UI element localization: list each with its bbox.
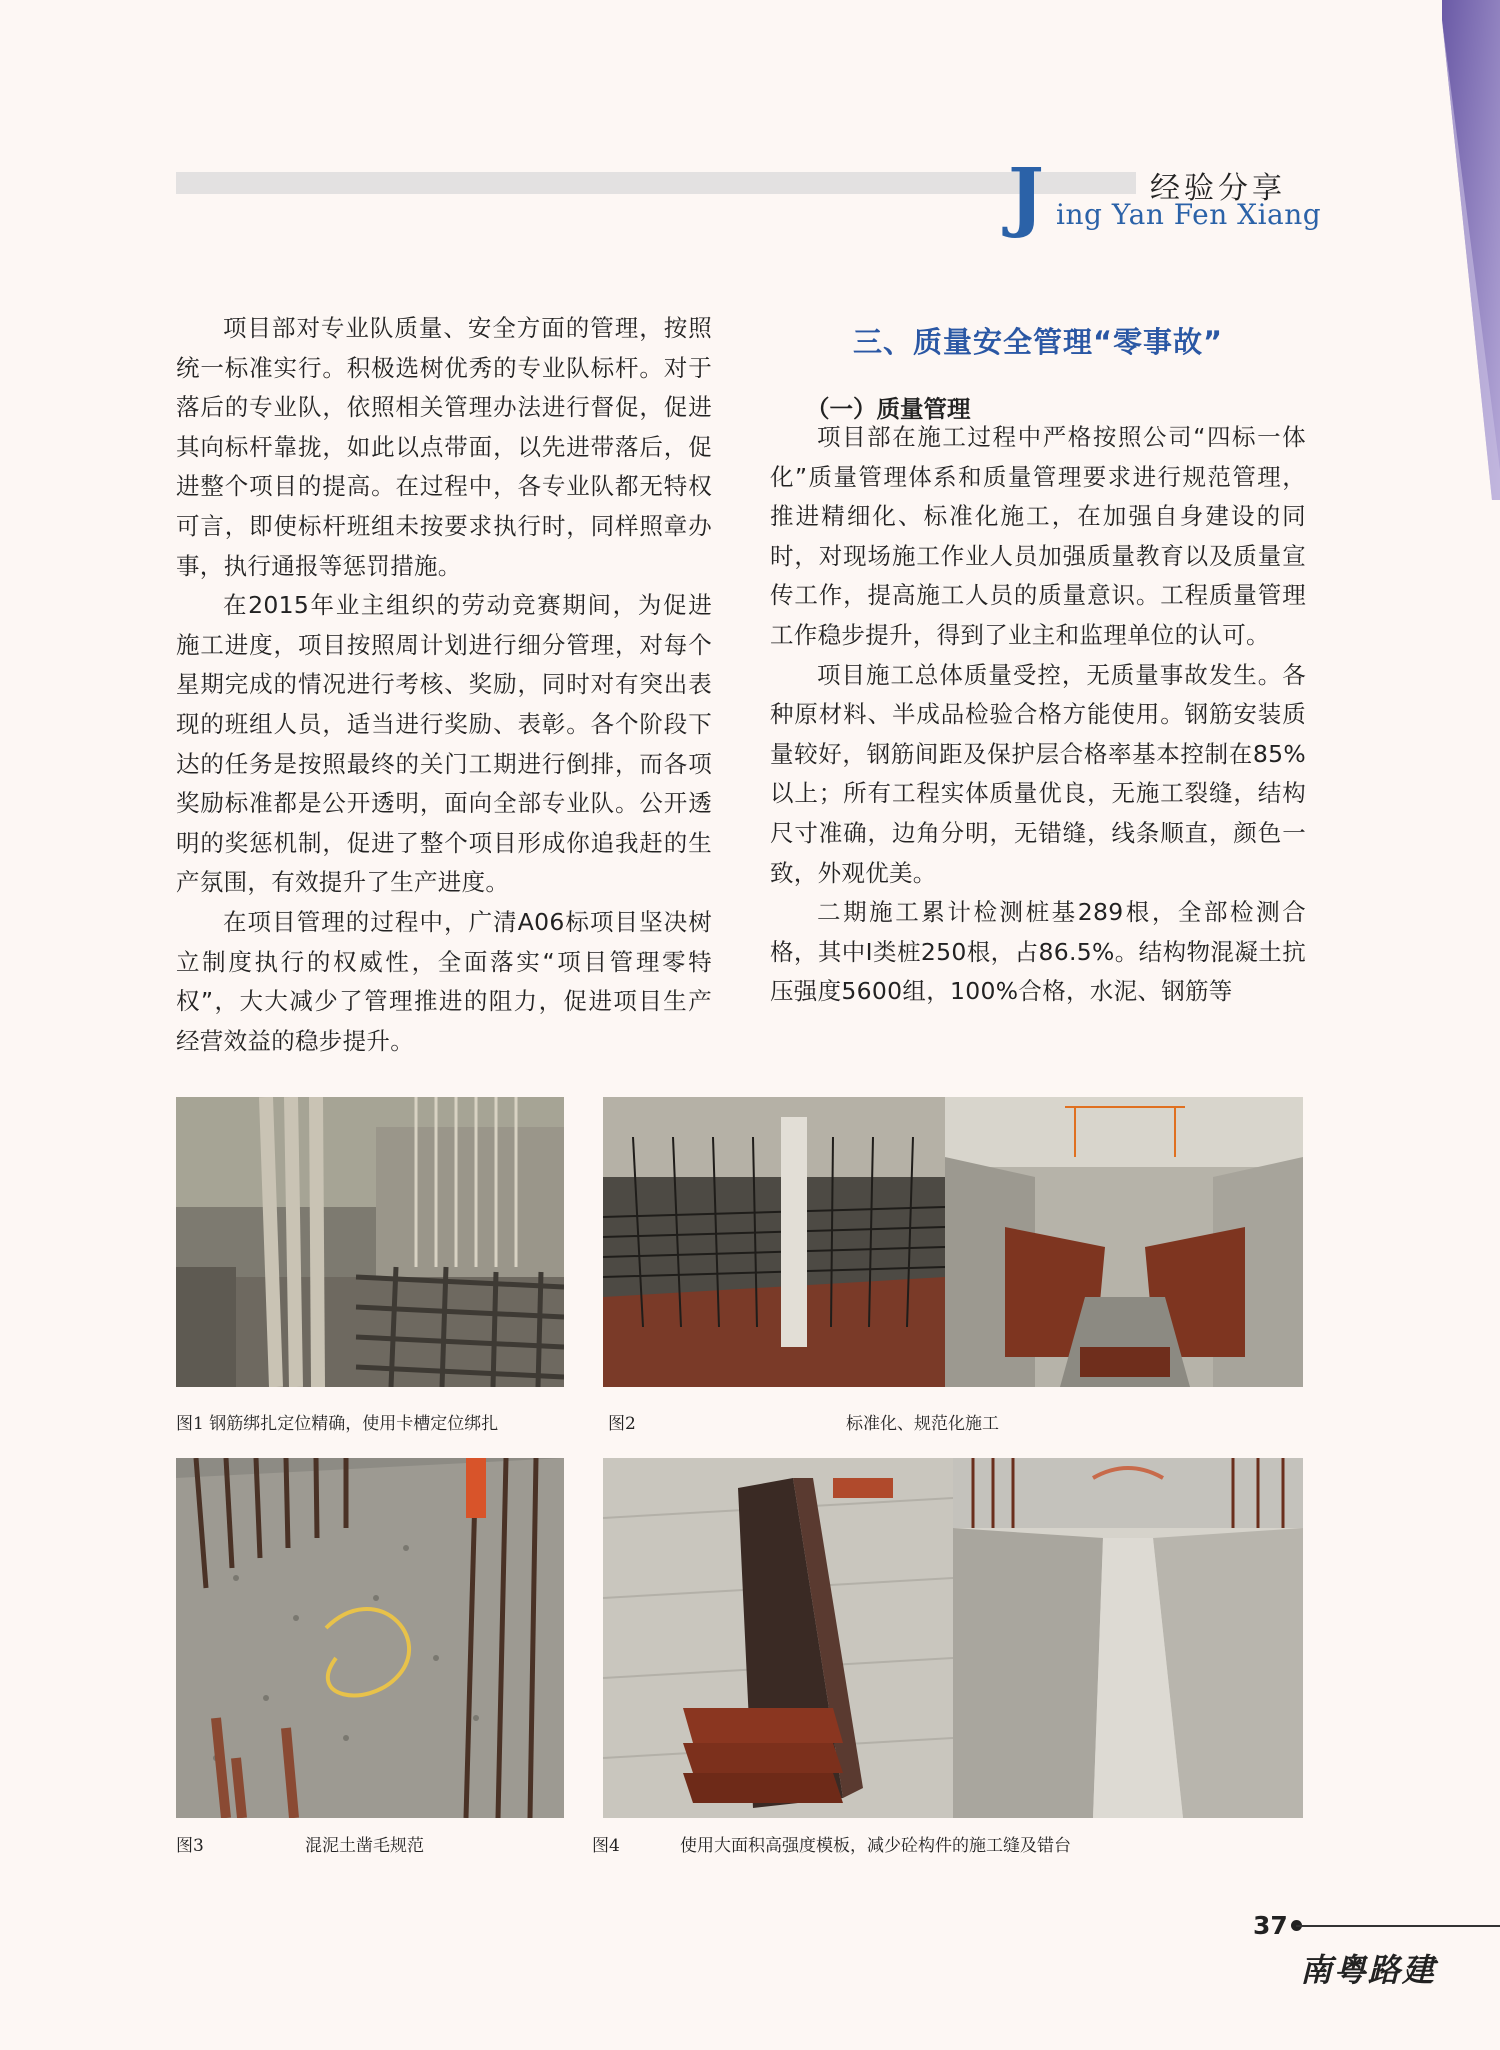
right-column — [770, 418, 1306, 1012]
caption-fig1: 图1 钢筋绑扎定位精确，使用卡槽定位绑扎 — [176, 1414, 499, 1434]
section-title: 三、质量安全管理“零事故” — [852, 325, 1224, 359]
header-bar — [176, 172, 1136, 194]
paragraph: 项目部对专业队质量、安全方面的管理，按照统一标准实行。积极选树优秀的专业队标杆。对于落后的专业队，依照相关管理办法进行督促，促进其向标杆靠拢，如此以点带面，以先进带落后，促进整个项目的提高。在过程中，各专业队都无特权可言，即使标杆班组未按要求执行时，同样照章办事，执行通报等惩罚措施。 — [176, 314, 712, 580]
caption-fig3-label: 图3 — [176, 1836, 204, 1856]
page-number: 37 — [1253, 1911, 1288, 1940]
photo-u-formwork — [945, 1097, 1303, 1387]
paragraph: 项目部在施工过程中严格按照公司“四标一体化”质量管理体系和质量管理要求进行规范管理，推进精细化、标准化施工，在加强自身建设的同时，对现场施工作业人员加强质量教育以及质量宣传工作，提高施工人员的质量意识。工程质量管理工作稳步提升，得到了业主和监理单位的认可。 — [770, 423, 1306, 649]
magazine-logo: 南粤路建 — [1300, 1951, 1437, 1989]
caption-fig2-text: 标准化、规范化施工 — [846, 1414, 999, 1434]
header-title-cn: 经验分享 — [1150, 171, 1286, 206]
caption-fig4-text: 使用大面积高强度模板，减少砼构件的施工缝及错台 — [680, 1836, 1071, 1856]
paragraph: 项目施工总体质量受控，无质量事故发生。各种原材料、半成品检验合格方能使用。钢筋安装质量较好，钢筋间距及保护层合格率基本控制在85%以上；所有工程实体质量优良，无施工裂缝，结构尺寸准确，边角分明，无错缝，线条顺直，颜色一致，外观优美。 — [770, 660, 1306, 887]
header-title-en: ing Yan Fen Xiang — [1056, 198, 1322, 231]
paragraph: 在项目管理的过程中，广清A06标项目坚决树立制度执行的权威性，全面落实“项目管理零特权”，大大减少了管理推进的阻力，促进项目生产经营效益的稳步提升。 — [176, 907, 712, 1055]
corner-ribbon — [1440, 0, 1500, 500]
caption-fig2-label: 图2 — [608, 1414, 636, 1434]
photo-concrete-channel — [953, 1458, 1303, 1818]
photo-rebar-binding — [176, 1097, 564, 1387]
paragraph: 在2015年业主组织的劳动竞赛期间，为促进施工进度，项目按照周计划进行细分管理，对每个星期完成的情况进行考核、奖励，同时对有突出表现的班组人员，适当进行奖励、表彰。各个阶段下达的任务是按照最终的关门工期进行倒排，而各项奖励标准都是公开透明，面向全部专业队。公开透明的奖惩机制，促进了整个项目形成你追我赶的生产氛围，有效提升了生产进度。 — [176, 591, 712, 897]
photo-formwork-panels — [603, 1458, 953, 1818]
photo-rebar-cage — [603, 1097, 945, 1387]
caption-fig4-label: 图4 — [592, 1836, 620, 1856]
header-initial: J — [1008, 151, 1044, 240]
caption-fig3-text: 混泥土凿毛规范 — [305, 1836, 424, 1856]
subsection-title: （一）质量管理 — [806, 395, 971, 423]
photo-concrete-chiseling — [176, 1458, 564, 1818]
paragraph: 二期施工累计检测桩基289根，全部检测合格，其中Ⅰ类桩250根，占86.5%。结构物混凝土抗压强度5600组，100%合格，水泥、钢筋等 — [770, 898, 1306, 1006]
footer-rule — [1296, 1925, 1500, 1927]
left-column — [176, 309, 712, 1061]
